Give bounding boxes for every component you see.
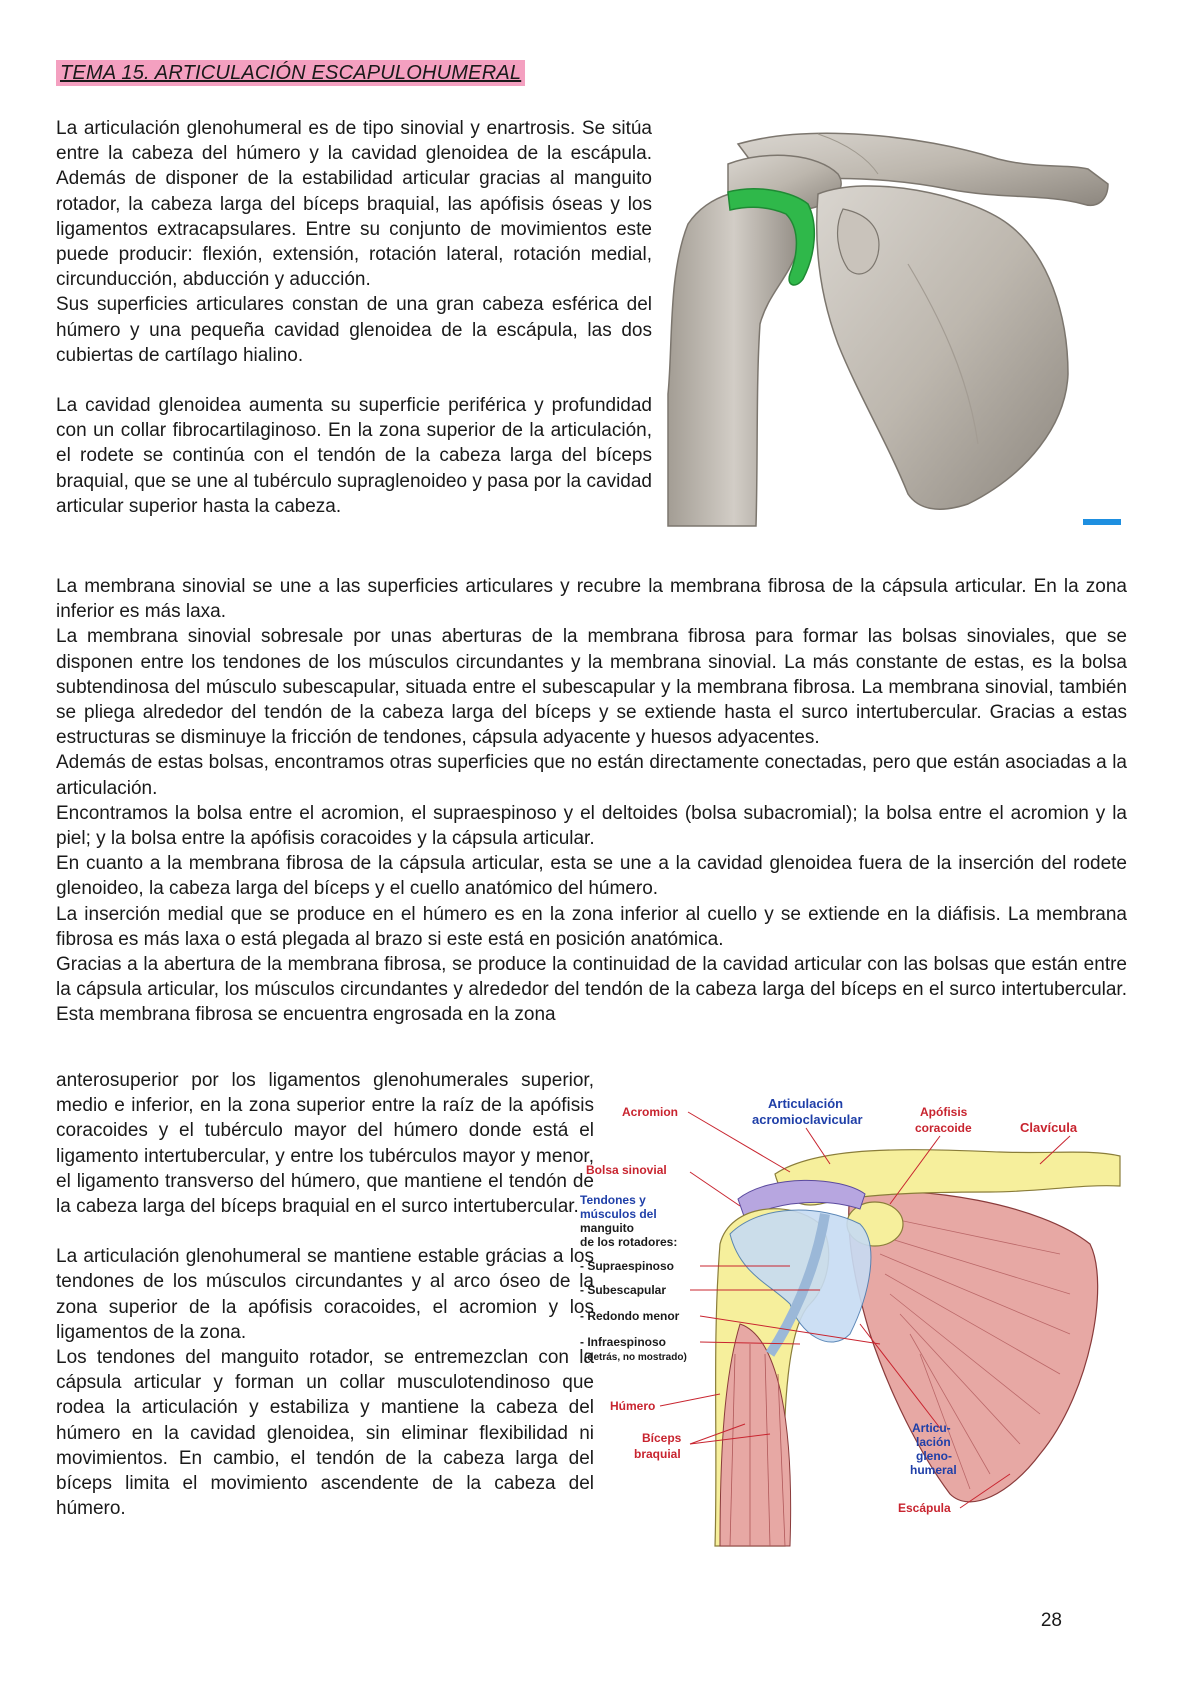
label-acromion: Acromion (622, 1105, 679, 1119)
page-title: TEMA 15. ARTICULACIÓN ESCAPULOHUMERAL (56, 60, 525, 86)
label-tendones-3: manguito (580, 1221, 634, 1235)
label-gleno-2: lación (916, 1435, 951, 1449)
label-subesc: - Subescapular (580, 1283, 667, 1297)
label-humero: Húmero (610, 1399, 656, 1413)
paragraph: En cuanto a la membrana fibrosa de la cápsula articular, esta se une a la cavidad glenoidea fuera de la inserción del rodete glenoideo, la cabeza larga del bíceps y el cuello anatómico del húmero. (56, 853, 1127, 900)
bottom-text-block (56, 1068, 594, 1521)
paragraph: La articulación glenohumeral se mantiene estable grácias a los tendones de los músculos circundantes y al arco óseo de la zona superior de la apófisis coracoides, el acromion y los ligamentos de la zona. (56, 1246, 594, 1343)
label-gleno-4: humeral (910, 1463, 957, 1477)
page-number: 28 (1040, 1610, 1062, 1631)
paragraph: La inserción medial que se produce en el húmero es en la zona inferior al cuello y se extiende en la diáfisis. La membrana fibrosa es más laxa o está plegada al brazo si este está en posición anatómica. (56, 903, 1127, 950)
paragraph: Encontramos la bolsa entre el acromion, el supraespinoso y el deltoides (bolsa subacromial); la bolsa entre el acromion y la piel; y la bolsa entre la apófisis coracoides y la cápsula articular. (56, 802, 1127, 850)
humerus-bone (668, 190, 800, 526)
label-gleno-1: Articu- (912, 1421, 951, 1435)
main-text-block (56, 574, 1127, 1028)
label-bolsa: Bolsa sinovial (586, 1163, 667, 1177)
blue-mark (1083, 519, 1121, 525)
paragraph: Además de estas bolsas, encontramos otras superficies que no están directamente conectadas, pero que están asociadas a la articulación. (56, 752, 1127, 799)
label-biceps-1: Bíceps (642, 1431, 682, 1445)
label-redondo: - Redondo menor (580, 1309, 680, 1323)
paragraph: La articulación glenohumeral es de tipo sinovial y enartrosis. Se sitúa entre la cabeza del húmero y la cavidad glenoidea de la escápula. Además de disponer de la estabilidad articular gracias al manguito rotador, la cabeza larga del bíceps braquial, las apófisis óseas y los ligamentos extracapsulares. Entre su conjunto de movimientos este puede producir: flexión, extensión, rotación lateral, rotación medial, circunducción, abducción y aducción. (56, 118, 652, 291)
paragraph: Sus superficies articulares constan de una gran cabeza esférica del húmero y una pequeña cavidad glenoidea de la escápula, las dos cubiertas de cartílago hialino. (56, 294, 652, 366)
label-biceps-2: braquial (634, 1447, 681, 1461)
paragraph: anterosuperior por los ligamentos glenohumerales superior, medio e inferior, en la zona superior entre la raíz de la apófisis coracoides y el tubérculo mayor del húmero donde está el ligamento intertubercular, y entre los tubérculos mayor y menor, el ligamento transverso del húmero, que mantiene el tendón de la cabeza larga del bíceps braquial en el surco intertubercular. (56, 1070, 594, 1218)
paragraph: La cavidad glenoidea aumenta su superficie periférica y profundidad con un collar fibrocartilaginoso. En la zona superior de la articulación, el rodete se continúa con el tendón de la cabeza larga del bíceps braquial, que se une al tubérculo supraglenoideo y pasa por la cavidad articular superior hasta la cabeza. (56, 395, 652, 517)
label-acromioclav-2: acromioclavicular (752, 1112, 863, 1127)
glenohumeral-bone-figure (668, 114, 1120, 526)
label-tendones-2: músculos del (580, 1207, 657, 1221)
shoulder-anatomy-diagram (580, 1094, 1128, 1546)
label-infra: - Infraespinoso (580, 1335, 667, 1349)
label-apofisis-2: coracoide (915, 1121, 972, 1135)
label-escapula: Escápula (898, 1501, 951, 1515)
label-infra-note: (detrás, no mostrado) (584, 1352, 687, 1363)
paragraph: La membrana sinovial sobresale por unas aberturas de la membrana fibrosa para formar las bolsas sinoviales, que se disponen entre los tendones de los músculos circundantes y la membrana sinovial. La más constante de estas, es la bolsa subtendinosa del músculo subescapular, situada entre el subescapular y la membrana fibrosa. La membrana sinovial, también se pliega alrededor del tendón de la cabeza larga del bíceps y se extiende hasta el surco intertubercular. Gracias a estas estructuras se disminuye la fricción de tendones, cápsula adyacente y huesos adyacentes. (56, 626, 1127, 749)
label-supra: - Supraespinoso (580, 1259, 675, 1273)
label-clavicula: Clavícula (1020, 1120, 1078, 1135)
intro-text-block (56, 116, 652, 519)
label-gleno-3: gleno- (916, 1449, 952, 1463)
label-tendones-4: de los rotadores: (580, 1235, 678, 1249)
label-apofisis-1: Apófisis (920, 1105, 968, 1119)
paragraph: Los tendones del manguito rotador, se entremezclan con la cápsula articular y forman un collar musculotendinoso que rodea la articulación y estabiliza y mantiene la cabeza del húmero en la cavidad glenoidea, sin eliminar flexibilidad ni movimientos. En cambio, el tendón de la cabeza larga del bíceps limita el movimiento ascendente de la cabeza del húmero. (56, 1347, 594, 1520)
paragraph: Gracias a la abertura de la membrana fibrosa, se produce la continuidad de la cavidad articular con las bolsas que están entre la cápsula articular, los músculos circundantes y alrededor del tendón de la cabeza larga del bíceps en el surco intertubercular. Esta membrana fibrosa se encuentra engrosada en la zona (56, 954, 1127, 1026)
label-tendones-1: Tendones y (580, 1193, 646, 1207)
label-acromioclav-1: Articulación (768, 1096, 844, 1111)
paragraph: La membrana sinovial se une a las superficies articulares y recubre la membrana fibrosa de la cápsula articular. En la zona inferior es más laxa. (56, 576, 1127, 623)
